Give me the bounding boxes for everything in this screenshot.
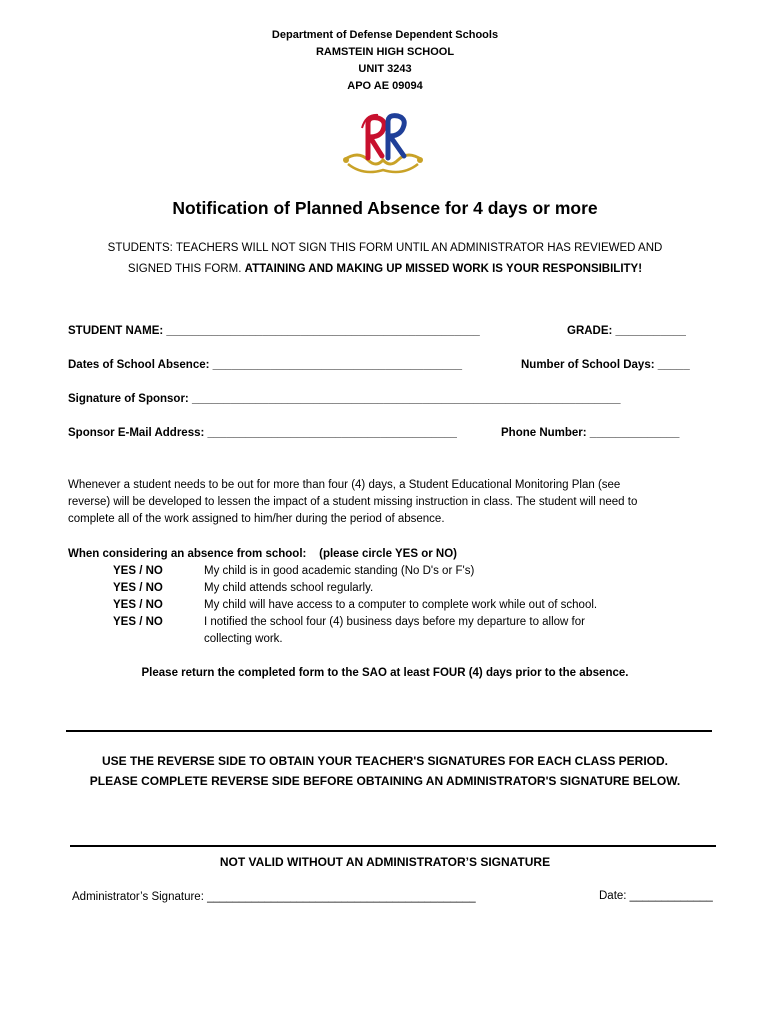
- header-school: RAMSTEIN HIGH SCHOOL: [315, 46, 455, 58]
- consideration-row: [68, 614, 718, 631]
- responsibility-notice: ATTAINING AND MAKING UP MISSED WORK IS YOUR RESPONSIBILITY!: [244, 263, 643, 275]
- section-divider: [70, 845, 716, 847]
- school-days-field[interactable]: Number of School Days: _____: [521, 359, 690, 371]
- return-form-note: Please return the completed form to the SAO at least FOUR (4) days prior to the absence.: [141, 667, 629, 679]
- consideration-text: My child is in good academic standing (No D's or F's): [204, 565, 475, 577]
- form-title: Notification of Planned Absence for 4 days or more: [172, 198, 598, 218]
- yes-no-choice[interactable]: YES / NO: [113, 599, 163, 611]
- student-name-field[interactable]: STUDENT NAME: _________________________________________________: [68, 325, 480, 337]
- section-divider: [66, 730, 712, 732]
- school-logo: [338, 110, 428, 180]
- consideration-row: [68, 597, 718, 614]
- considerations-heading: When considering an absence from school: (please circle YES or NO): [68, 548, 457, 560]
- grade-field[interactable]: GRADE: ___________: [567, 325, 686, 337]
- header-unit: UNIT 3243: [358, 63, 412, 75]
- student-instructions: [0, 238, 770, 280]
- logo-letter-r-blue: [388, 116, 404, 158]
- sponsor-signature-field[interactable]: Signature of Sponsor: ___________________________________________________________________: [68, 393, 621, 405]
- school-logo-graphic: [338, 110, 428, 180]
- date-field[interactable]: Date: _____________: [599, 890, 713, 902]
- yes-no-choice[interactable]: YES / NO: [113, 616, 163, 628]
- logo-letter-r-red: [368, 118, 384, 158]
- administrator-signature-field[interactable]: Administrator’s Signature: __________________________________________: [72, 891, 476, 903]
- instructions-line-2-normal: SIGNED THIS FORM.: [127, 263, 245, 275]
- instructions-line-1: STUDENTS: TEACHERS WILL NOT SIGN THIS FORM UNTIL AN ADMINISTRATOR HAS REVIEWED AND: [107, 242, 663, 254]
- paragraph-line-2: reverse) will be developed to lessen the impact of a student missing instruction in class. The student will need to: [68, 496, 638, 508]
- yes-no-choice[interactable]: YES / NO: [113, 582, 163, 594]
- consideration-row-continuation: [68, 631, 718, 648]
- reverse-side-notice: [0, 751, 770, 791]
- header-department: Department of Defense Dependent Schools: [271, 29, 499, 41]
- logo-ornament-dot: [343, 157, 349, 163]
- reverse-line-1: USE THE REVERSE SIDE TO OBTAIN YOUR TEACHER'S SIGNATURES FOR EACH CLASS PERIOD.: [101, 754, 669, 768]
- reverse-line-2: PLEASE COMPLETE REVERSE SIDE BEFORE OBTAINING AN ADMINISTRATOR'S SIGNATURE BELOW.: [89, 774, 681, 788]
- yes-no-choice[interactable]: YES / NO: [113, 565, 163, 577]
- sponsor-email-field[interactable]: Sponsor E-Mail Address: _______________________________________: [68, 427, 457, 439]
- consideration-text: My child will have access to a computer to complete work while out of school.: [204, 599, 598, 611]
- not-valid-notice: NOT VALID WITHOUT AN ADMINISTRATOR’S SIGNATURE: [219, 855, 551, 869]
- school-header: [0, 27, 770, 95]
- logo-ornament-dot: [417, 157, 423, 163]
- consideration-text-continuation: collecting work.: [204, 633, 283, 645]
- instructions-line-2: [0, 259, 770, 280]
- paragraph-line-1: Whenever a student needs to be out for more than four (4) days, a Student Educational Monitoring Plan (see: [68, 479, 621, 491]
- consideration-text: My child attends school regularly.: [204, 582, 374, 594]
- header-address: APO AE 09094: [347, 80, 423, 92]
- monitoring-plan-paragraph: [68, 477, 718, 528]
- consideration-row: [68, 580, 718, 597]
- paragraph-line-3: complete all of the work assigned to him/her during the period of absence.: [68, 513, 445, 525]
- logo-ornament-lower: [348, 164, 418, 172]
- absence-dates-field[interactable]: Dates of School Absence: _______________________________________: [68, 359, 463, 371]
- consideration-row: [68, 563, 718, 580]
- phone-number-field[interactable]: Phone Number: ______________: [501, 427, 680, 439]
- absence-considerations: [68, 546, 718, 648]
- consideration-text: I notified the school four (4) business days before my departure to allow for: [204, 616, 585, 628]
